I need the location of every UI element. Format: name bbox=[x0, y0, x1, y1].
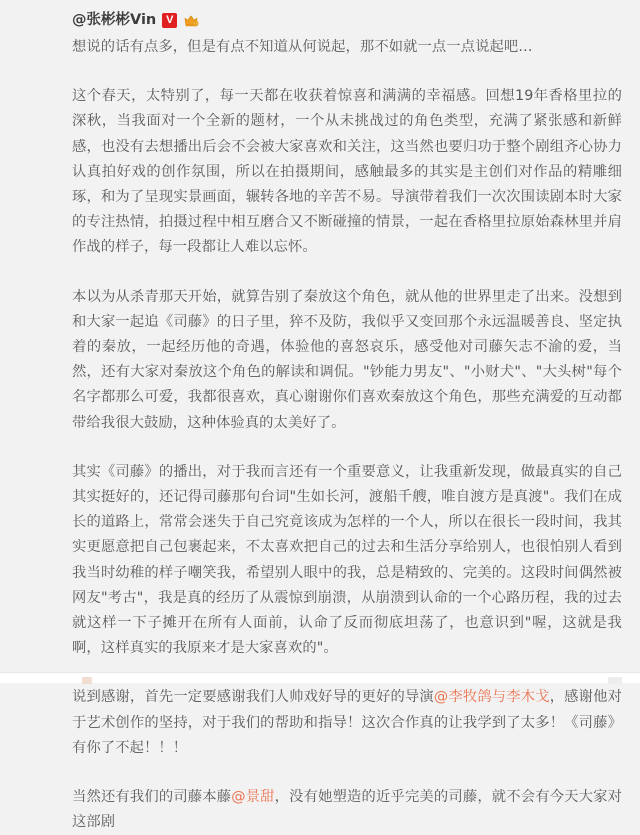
paragraph-text: 当然还有我们的司藤本藤 bbox=[72, 789, 232, 806]
post-footer-divider bbox=[0, 672, 640, 683]
post-paragraph bbox=[72, 35, 622, 60]
paragraph-text: 这个春天，太特别了，每一天都在收获着惊喜和满满的幸福感。回想19年香格里拉的深秋，当我面对一个全新的题材，一个从未挑战过的角色类型，充满了紧张感和新鲜感，也没有去想播出后会不会被大家喜欢和关注，这当然也要归功于整个剧组齐心协力认真拍好戏的创作氛围，所以在拍摄期间，感触最多的其实是主创们对作品的精雕细琢，和为了呈现实景画面，辗转各地的辛苦不易。导演带着我们一次次围读剧本时大家的专注热情，拍摄过程中相互磨合又不断碰撞的情景，一起在香格里拉原始森林里并肩作战的样子，每一段都让人难以忘怀。 bbox=[72, 88, 622, 256]
author-handle[interactable]: @张彬彬Vin bbox=[72, 12, 157, 28]
post-header bbox=[72, 10, 622, 30]
post-paragraph bbox=[72, 785, 622, 835]
crown-icon[interactable] bbox=[183, 13, 199, 28]
post-paragraph bbox=[72, 84, 622, 260]
paragraph-text: ，感谢他对于艺术创作的坚持，对于我们的帮助和指导！这次合作真的让我学到了太多！《司藤》有你了不起！！！ bbox=[72, 689, 623, 756]
post-paragraph bbox=[72, 460, 622, 662]
paragraph-text: ，没有她塑造的近乎完美的司藤，就不会有今天大家对这部剧 bbox=[72, 789, 622, 831]
mention-link[interactable]: @李牧鸽与李木戈 bbox=[433, 689, 550, 706]
paragraph-text: 其实《司藤》的播出，对于我而言还有一个重要意义，让我重新发现，做最真实的自己其实挺好的，还记得司藤那句台词"生如长河，渡船千艘，唯自渡方是真渡"。我们在成长的道路上，常常会迷失于自己究竟该成为怎样的一个人，所以在很长一段时间，我其实更愿意把自己包裹起来，不太喜欢把自己的过去和生活分享给别人，也很怕别人看到我当时幼稚的样子嘲笑我，希望别人眼中的我，总是精致的、完美的。这段时间偶然被网友"考古"，我是真的经历了从震惊到崩溃，从崩溃到认命的一个心路历程，我的过去就这样一下子摊开在所有人面前，认命了反而彻底坦荡了，也意识到"喔，这就是我啊，这样真实的我原来才是大家喜欢的"。 bbox=[72, 463, 622, 657]
svg-text:1: 1 bbox=[194, 21, 197, 26]
paragraph-text: 说到感谢，首先一定要感谢我们人帅戏好导的更好的导演 bbox=[72, 689, 434, 706]
post-paragraph bbox=[72, 285, 622, 436]
paragraph-text: 本以为从杀青那天开始，就算告别了秦放这个角色，就从他的世界里走了出来。没想到和大家一起追《司藤》的日子里，猝不及防，我似乎又变回那个永远温暖善良、坚定执着的秦放，一起经历他的奇遇，体验他的喜怒哀乐，感受他对司藤矢志不渝的爱，当然，还有大家对秦放这个角色的解读和调侃。"钞能力男友"、"小财犬"、"大头树"每个名字都那么可爱，我都很喜欢，真心谢谢你们喜欢秦放这个角色，那些充满爱的互动都带给我很大鼓励，这种体验真的太美好了。 bbox=[72, 288, 622, 431]
post-body bbox=[72, 35, 622, 835]
mention-link[interactable]: @景甜 bbox=[231, 789, 275, 806]
verified-badge-icon[interactable]: V bbox=[162, 13, 177, 28]
paragraph-text: 想说的话有点多，但是有点不知道从何说起，那不如就一点一点说起吧… bbox=[72, 39, 533, 55]
post-paragraph bbox=[72, 685, 622, 761]
